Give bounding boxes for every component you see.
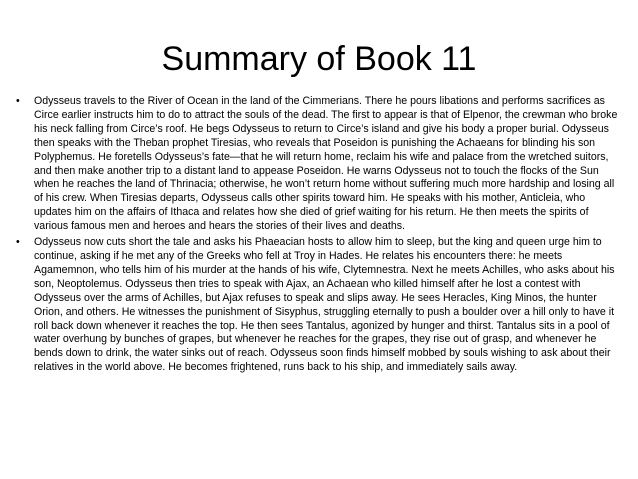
bullet-text: Odysseus travels to the River of Ocean in the land of the Cimmerians. There he pours libations and performs sacrifices as Circe earlier instructs him to do to attract the souls of the dead. The first to appear is that of Elpenor, the crewman who broke his neck falling from Circe’s roof. He begs Odysseus to return to Circe’s island and give his body a proper burial. Odysseus then speaks with the Theban prophet Tiresias, who reveals that Poseidon is punishing the Achaeans for blinding his son Polyphemus. He foretells Odysseus’s fate—that he will return home, reclaim his wife and palace from the wretched suitors, and then make another trip to a distant land to appease Poseidon. He warns Odysseus not to touch the flocks of the Sun when he reaches the land of Thrinacia; otherwise, he won’t return home without suffering much more hardship and losing all of his crew. When Tiresias departs, Odysseus calls other spirits toward him. He speaks with his mother, Anticleia, who updates him on the affairs of Ithaca and relates how she died of grief waiting for his return. He then meets the spirits of various famous men and heroes and hears the stories of their lives and deaths. <box>34 95 618 233</box>
bullet-list <box>16 95 624 377</box>
slide-title: Summary of Book 11 <box>161 40 477 78</box>
bullet-item <box>16 95 624 234</box>
bullet-item <box>16 236 624 375</box>
bullet-text: Odysseus now cuts short the tale and asks his Phaeacian hosts to allow him to sleep, but the king and queen urge him to continue, asking if he met any of the Greeks who fell at Troy in Hades. He relates his encounters there: he meets Agamemnon, who tells him of his murder at the hands of his wife, Clytemnestra. Next he meets Achilles, who asks about his son, Neoptolemus. Odysseus then tries to speak with Ajax, an Achaean who killed himself after he lost a contest with Odysseus over the arms of Achilles, but Ajax refuses to speak and slips away. He sees Heracles, King Minos, the hunter Orion, and others. He witnesses the punishment of Sisyphus, struggling eternally to push a boulder over a hill only to have it roll back down whenever it reaches the top. He then sees Tantalus, agonized by hunger and thirst. Tantalus sits in a pool of water overhung by bunches of grapes, but whenever he reaches for the grapes, they rise out of grasp, and whenever he bends down to drink, the water sinks out of reach. Odysseus soon finds himself mobbed by souls wishing to ask about their relatives in the world above. He becomes frightened, runs back to his ship, and immediately sails away. <box>34 236 615 374</box>
bullet-dot-icon: • <box>16 95 20 107</box>
bullet-dot-icon: • <box>16 236 20 249</box>
